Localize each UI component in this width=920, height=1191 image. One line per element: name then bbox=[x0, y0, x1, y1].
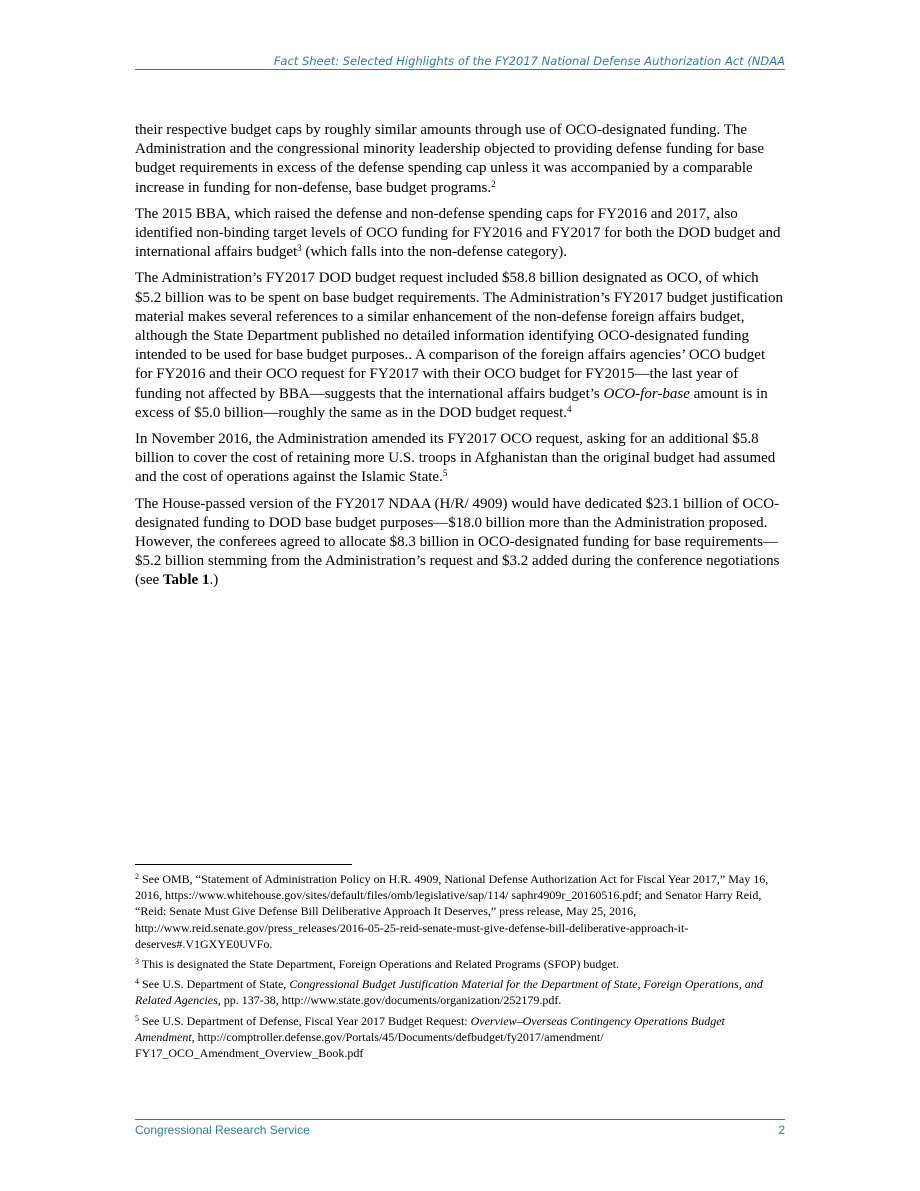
paragraph-4 bbox=[135, 430, 785, 488]
paragraph-3-text-a: The Administration’s FY2017 DOD budget request included $58.8 billion designated as OCO, of which $5.2 billion was to be spent on base budget requirements. The Administration’s FY2017 budget justification material makes several references to a similar enhancement of the non-defense foreign affairs budget, although the State Department published no detailed information identifying OCO-designated funding intended to be used for base budget purposes.. A comparison of the foreign affairs agencies’ OCO budget for FY2016 and their OCO request for FY2017 with their OCO budget for FY2015—the last year of funding not affected by BBA—suggests that the international affairs budget’s bbox=[135, 270, 783, 402]
paragraph-3 bbox=[135, 269, 785, 423]
footnotes bbox=[135, 871, 785, 1065]
page-number: 2 bbox=[778, 1123, 785, 1137]
paragraph-2 bbox=[135, 205, 785, 263]
footnote-5 bbox=[135, 1013, 785, 1062]
paragraph-5 bbox=[135, 495, 785, 591]
running-header-title: Fact Sheet: Selected Highlights of the FY2017 National Defense Authorization Act (NDAA bbox=[273, 54, 785, 68]
footnote-5-number: 5 bbox=[135, 1013, 139, 1023]
footnote-ref-3[interactable]: 3 bbox=[297, 243, 302, 254]
body-text bbox=[135, 121, 785, 598]
footnote-3-text: This is designated the State Department, Foreign Operations and Related Programs (SFOP) budget. bbox=[139, 957, 620, 972]
paragraph-1 bbox=[135, 121, 785, 198]
footnote-ref-2[interactable]: 2 bbox=[491, 178, 496, 189]
paragraph-3-text-b: amount is in excess of $5.0 billion—roughly the same as in the DOD budget request. bbox=[135, 385, 768, 421]
paragraph-2-text-b: (which falls into the non-defense category). bbox=[301, 244, 567, 261]
table-1-reference[interactable]: Table 1 bbox=[162, 572, 210, 589]
footnote-5-text-a: See U.S. Department of Defense, Fiscal Year 2017 Budget Request: bbox=[139, 1013, 471, 1028]
footnote-4-text-b: , pp. 137-38, http://www.state.gov/documents/organization/252179.pdf. bbox=[217, 993, 562, 1008]
footnote-4 bbox=[135, 976, 785, 1008]
paragraph-3-emphasis: OCO-for-base bbox=[603, 385, 690, 402]
footer-divider bbox=[135, 1119, 785, 1120]
footnote-3 bbox=[135, 956, 785, 972]
footnote-4-text-a: See U.S. Department of State, bbox=[139, 977, 290, 992]
paragraph-5-text-a: The House-passed version of the FY2017 NDAA (H/R/ 4909) would have dedicated $23.1 billion of OCO-designated funding to DOD base budget purposes—$18.0 billion more than the Administration proposed. However, the conferees agreed to allocate $8.3 billion in OCO-designated funding for base requirements—$5.2 billion stemming from the Administration’s request and $3.2 added during the conference negotiations (see bbox=[135, 495, 780, 589]
footer-source: Congressional Research Service bbox=[135, 1123, 310, 1137]
footnote-ref-4[interactable]: 4 bbox=[567, 403, 572, 414]
paragraph-4-text: In November 2016, the Administration amended its FY2017 OCO request, asking for an additional $5.8 billion to cover the cost of retaining more U.S. troops in Afghanistan than the original budget had assumed and the cost of operations against the Islamic State. bbox=[135, 431, 776, 486]
footnote-4-title: Congressional Budget Justification Material for the Department of State, Foreign Operations, and Related Agencies bbox=[135, 977, 763, 1008]
footnote-2-number: 2 bbox=[135, 872, 139, 881]
footnote-5-title: Overview–Overseas Contingency Operations Budget Amendment, bbox=[135, 1013, 725, 1044]
footnote-5-text-b: http://comptroller.defense.gov/Portals/45/Documents/defbudget/fy2017/amendment/ FY17_OCO_Amendment_Overview_Book.pdf bbox=[135, 1029, 604, 1061]
header-divider bbox=[135, 69, 785, 70]
paragraph-5-text-b: .) bbox=[209, 572, 219, 589]
footnote-3-number: 3 bbox=[135, 957, 139, 967]
paragraph-1-text: their respective budget caps by roughly similar amounts through use of OCO-designated funding. The Administration and the congressional minority leadership objected to providing defense funding for base budget requirements in excess of the defense spending cap unless it was accompanied by a comparable increase in funding for non-defense, base budget programs. bbox=[135, 122, 765, 196]
footnote-2-text: See OMB, “Statement of Administration Policy on H.R. 4909, National Defense Authorization Act for Fiscal Year 2017,” May 16, 2016, https://www.whitehouse.gov/sites/default/files/omb/legislative/sap/114/ saphr4909r_20160516.pdf; and Senator Harry Reid, “Reid: Senate Must Give Defense Bill Deliberative Approach It Deserves,” press release, May 25, 2016, http://www.reid.senate.gov/press_releases/2016-05-25-reid-senate-must-give-defense-bill-deliberative-approach-it-deserves#.V1GXYE0UVFo. bbox=[135, 872, 769, 951]
footnote-ref-5[interactable]: 5 bbox=[442, 468, 448, 479]
footnote-separator bbox=[135, 864, 352, 865]
footnote-2 bbox=[135, 871, 785, 952]
footnote-4-number: 4 bbox=[135, 977, 139, 987]
paragraph-2-text-a: The 2015 BBA, which raised the defense and non-defense spending caps for FY2016 and 2017, also identified non-binding target levels of OCO funding for FY2016 and FY2017 for both the DOD budget and international affairs budget bbox=[135, 205, 781, 261]
